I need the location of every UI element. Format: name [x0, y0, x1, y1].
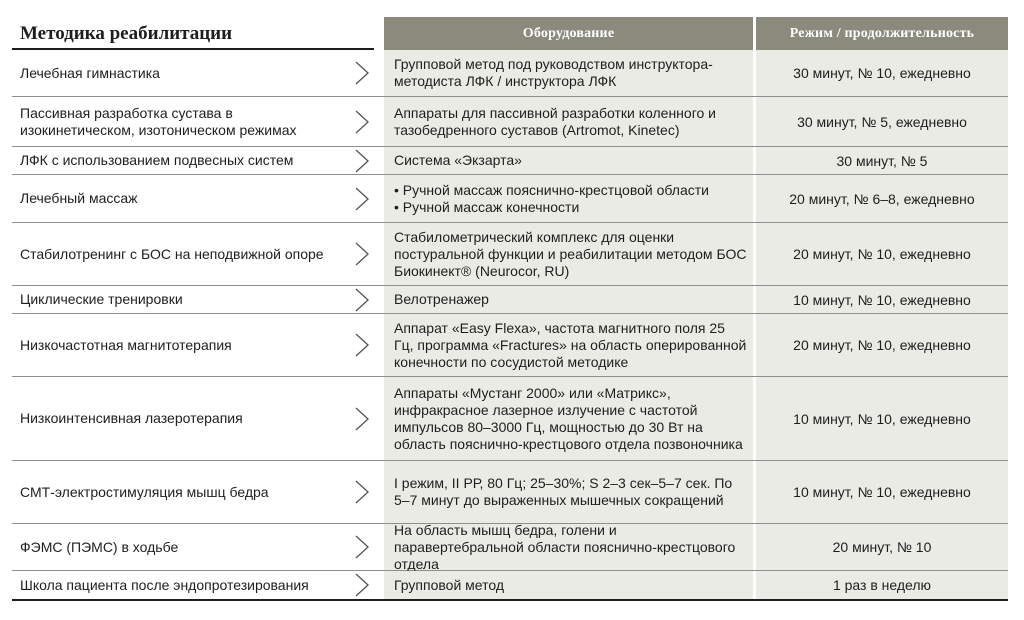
method-cell [12, 524, 374, 570]
equipment-cell [384, 50, 753, 96]
method-cell [12, 97, 374, 146]
mode-cell: 10 минут, № 10, ежедневно [756, 286, 1008, 313]
method-cell [12, 50, 374, 96]
chevron-right-icon [350, 332, 372, 358]
method-label: Низкоинтенсивная лазеротерапия [20, 410, 243, 426]
chevron-right-icon [350, 148, 372, 174]
chevron-right-icon [350, 241, 372, 267]
method-label: ЛФК с использованием подвесных систем [20, 152, 294, 168]
method-label: Стабилотренинг с БОС на неподвижной опоре [20, 245, 324, 262]
method-cell [12, 571, 374, 599]
equipment-text: На область мышц бедра, голени и паравертебральной области пояснично-крестцового отдела [394, 521, 736, 572]
header-method: Методика реабилитации [12, 17, 374, 50]
equipment-cell [384, 286, 753, 313]
method-label: СМТ-электростимуляция мышц бедра [20, 483, 269, 500]
table-row [12, 286, 1008, 314]
equipment-cell [384, 147, 753, 174]
mode-cell: 10 минут, № 10, ежедневно [756, 461, 1008, 523]
mode-cell: 10 минут, № 10, ежедневно [756, 377, 1008, 460]
equipment-cell [384, 97, 753, 146]
equipment-text: Групповой метод под руководством инструктора-методиста ЛФК / инструктора ЛФК [394, 56, 713, 89]
method-label: ФЭМС (ПЭМС) в ходьбе [20, 538, 179, 555]
table-row [12, 461, 1008, 524]
method-label: Пассивная разработка сустава в изокинетическом, изотоническом режимах [20, 104, 297, 138]
method-cell [12, 175, 374, 222]
equipment-bullet: • Ручной массаж конечности [394, 198, 580, 215]
chevron-right-icon [350, 534, 372, 560]
equipment-text: Система «Экзарта» [394, 152, 522, 168]
equipment-cell [384, 377, 753, 460]
method-cell [12, 377, 374, 460]
equipment-cell [384, 571, 753, 599]
chevron-right-icon [350, 60, 372, 86]
chevron-right-icon [350, 287, 372, 313]
chevron-right-icon [350, 479, 372, 505]
mode-cell: 30 минут, № 10, ежедневно [756, 50, 1008, 96]
mode-cell: 1 раз в неделю [756, 571, 1008, 599]
equipment-text: I режим, II РР, 80 Гц; 25–30%; S 2–3 сек–5–7 сек. По 5–7 минут до выраженных мышечных сокращений [394, 475, 733, 508]
header-mode: Режим / продолжительность [756, 17, 1008, 50]
mode-cell: 20 минут, № 10 [756, 524, 1008, 570]
equipment-cell [384, 223, 753, 285]
table-row [12, 571, 1008, 601]
method-label: Лечебная гимнастика [20, 64, 160, 81]
equipment-cell [384, 314, 753, 376]
table-row [12, 521, 1008, 572]
method-label: Циклические тренировки [20, 291, 183, 307]
chevron-right-icon [350, 406, 372, 432]
table-body [12, 50, 1008, 601]
table-row [12, 97, 1008, 147]
mode-cell: 20 минут, № 10, ежедневно [756, 314, 1008, 376]
equipment-text: Аппараты для пассивной разработки коленного и тазобедренного суставов (Artromot, Kinetec) [394, 104, 716, 138]
table-header [12, 17, 1008, 50]
method-cell [12, 286, 374, 313]
equipment-cell [384, 521, 753, 572]
mode-cell: 30 минут, № 5, ежедневно [756, 97, 1008, 146]
mode-cell: 30 минут, № 5 [756, 147, 1008, 174]
method-label: Школа пациента после эндопротезирования [20, 576, 309, 593]
equipment-text: Аппарат «Easy Flexa», частота магнитного поля 25 Гц, программа «Fractures» на область оперированной конечности по сосудистой методике [394, 319, 747, 370]
table-row [12, 377, 1008, 461]
equipment-text: Велотренажер [394, 291, 489, 307]
mode-cell: 20 минут, № 10, ежедневно [756, 223, 1008, 285]
table-row [12, 175, 1008, 223]
header-equipment: Оборудование [384, 17, 753, 50]
mode-cell: 20 минут, № 6–8, ежедневно [756, 175, 1008, 222]
method-cell [12, 314, 374, 376]
equipment-text: Стабилометрический комплекс для оценки постуральной функции и реабилитации методом БОС Биокинект® (Neurocor, RU) [394, 228, 747, 279]
method-cell [12, 461, 374, 523]
equipment-text: Аппараты «Мустанг 2000» или «Матрикс», инфракрасное лазерное излучение с частотой импульсов 80–3000 Гц, мощностью до 30 Вт на область пояснично-крестцового отдела позвоночника [394, 384, 743, 452]
equipment-text: Групповой метод [394, 576, 504, 593]
equipment-cell [384, 175, 753, 222]
method-label: Низкочастотная магнитотерапия [20, 336, 232, 353]
chevron-right-icon [350, 572, 372, 598]
method-cell [12, 223, 374, 285]
rehabilitation-table [12, 17, 1008, 601]
method-label: Лечебный массаж [20, 190, 138, 206]
table-row [12, 147, 1008, 175]
table-row [12, 314, 1008, 377]
equipment-bullet: • Ручной массаж пояснично-крестцовой области [394, 181, 709, 198]
table-row [12, 223, 1008, 286]
method-cell [12, 147, 374, 174]
chevron-right-icon [350, 186, 372, 212]
table-row [12, 50, 1008, 97]
chevron-right-icon [350, 109, 372, 135]
equipment-cell [384, 461, 753, 523]
